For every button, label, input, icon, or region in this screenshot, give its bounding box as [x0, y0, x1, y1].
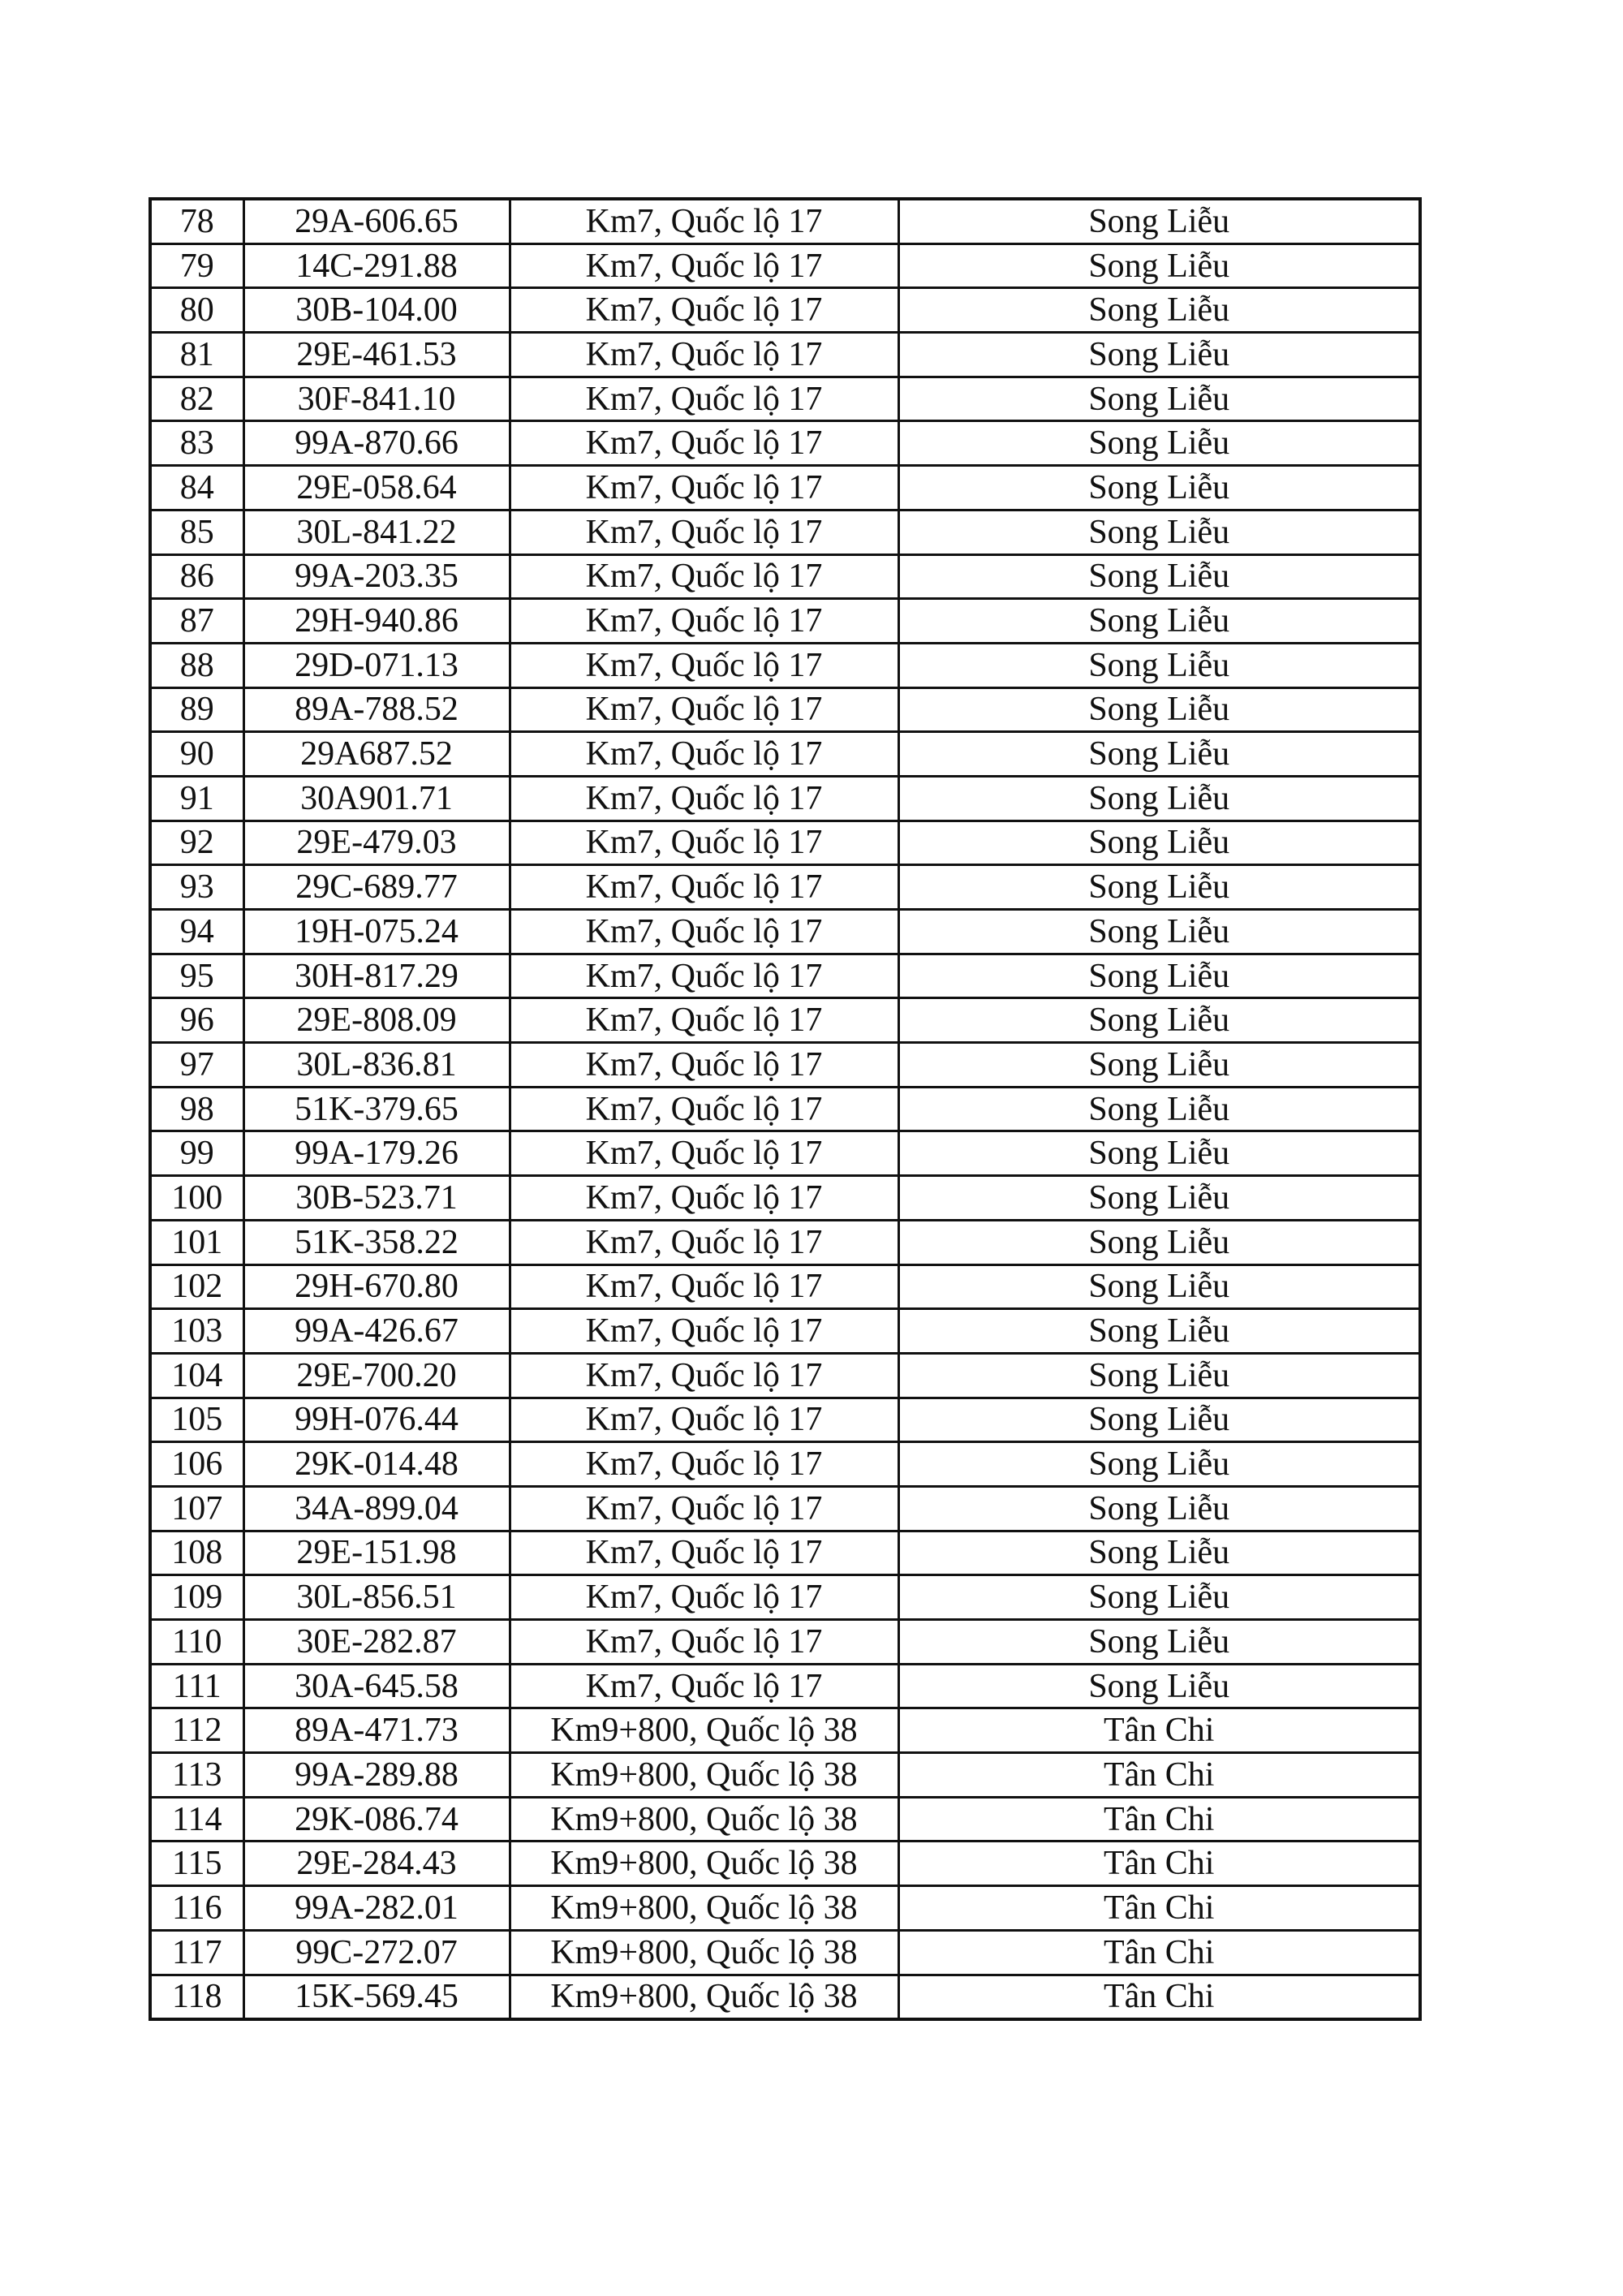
- location-cell: Km9+800, Quốc lộ 38: [510, 1708, 898, 1753]
- row-number-cell: 99: [150, 1131, 243, 1176]
- location-cell: Km7, Quốc lộ 17: [510, 599, 898, 644]
- location-cell: Km7, Quốc lộ 17: [510, 377, 898, 421]
- row-number-cell: 114: [150, 1797, 243, 1842]
- location-cell: Km7, Quốc lộ 17: [510, 1131, 898, 1176]
- table-row: [150, 243, 1420, 288]
- location-cell: Km7, Quốc lộ 17: [510, 776, 898, 821]
- row-number-cell: 113: [150, 1753, 243, 1798]
- license-plate-cell: 30A901.71: [243, 776, 510, 821]
- row-number-cell: 116: [150, 1886, 243, 1931]
- location-cell: Km7, Quốc lộ 17: [510, 732, 898, 777]
- commune-cell: Song Liễu: [898, 599, 1420, 644]
- license-plate-cell: 29E-808.09: [243, 998, 510, 1043]
- location-cell: Km9+800, Quốc lộ 38: [510, 1930, 898, 1975]
- table-row: [150, 1486, 1420, 1531]
- table-body: [150, 199, 1420, 2019]
- row-number-cell: 110: [150, 1620, 243, 1665]
- location-cell: Km7, Quốc lộ 17: [510, 1486, 898, 1531]
- commune-cell: Song Liễu: [898, 1309, 1420, 1354]
- row-number-cell: 95: [150, 954, 243, 998]
- table-row: [150, 1087, 1420, 1131]
- table-row: [150, 1043, 1420, 1088]
- row-number-cell: 81: [150, 333, 243, 377]
- license-plate-cell: 29K-014.48: [243, 1442, 510, 1487]
- commune-cell: Song Liễu: [898, 1220, 1420, 1264]
- license-plate-cell: 30L-856.51: [243, 1575, 510, 1620]
- license-plate-cell: 29D-071.13: [243, 643, 510, 687]
- license-plate-cell: 30B-104.00: [243, 288, 510, 333]
- location-cell: Km7, Quốc lộ 17: [510, 1531, 898, 1575]
- commune-cell: Song Liễu: [898, 377, 1420, 421]
- row-number-cell: 103: [150, 1309, 243, 1354]
- row-number-cell: 105: [150, 1398, 243, 1442]
- table-row: [150, 1664, 1420, 1708]
- location-cell: Km7, Quốc lộ 17: [510, 1353, 898, 1398]
- row-number-cell: 115: [150, 1842, 243, 1886]
- row-number-cell: 100: [150, 1176, 243, 1221]
- table-row: [150, 1886, 1420, 1931]
- license-plate-cell: 99A-426.67: [243, 1309, 510, 1354]
- table-row: [150, 1708, 1420, 1753]
- license-plate-cell: 34A-899.04: [243, 1486, 510, 1531]
- commune-cell: Song Liễu: [898, 510, 1420, 554]
- license-plate-cell: 29A-606.65: [243, 199, 510, 243]
- commune-cell: Tân Chi: [898, 1930, 1420, 1975]
- location-cell: Km7, Quốc lộ 17: [510, 1575, 898, 1620]
- location-cell: Km7, Quốc lộ 17: [510, 954, 898, 998]
- location-cell: Km7, Quốc lộ 17: [510, 510, 898, 554]
- row-number-cell: 88: [150, 643, 243, 687]
- commune-cell: Song Liễu: [898, 1486, 1420, 1531]
- location-cell: Km7, Quốc lộ 17: [510, 1398, 898, 1442]
- table-row: [150, 421, 1420, 466]
- table-row: [150, 199, 1420, 243]
- table-row: [150, 1442, 1420, 1487]
- commune-cell: Song Liễu: [898, 466, 1420, 510]
- table-row: [150, 821, 1420, 865]
- row-number-cell: 106: [150, 1442, 243, 1487]
- location-cell: Km7, Quốc lộ 17: [510, 243, 898, 288]
- table-row: [150, 1575, 1420, 1620]
- document-page: [149, 197, 1422, 2021]
- license-plate-cell: 51K-358.22: [243, 1220, 510, 1264]
- location-cell: Km7, Quốc lộ 17: [510, 865, 898, 910]
- location-cell: Km7, Quốc lộ 17: [510, 1043, 898, 1088]
- location-cell: Km7, Quốc lộ 17: [510, 466, 898, 510]
- table-row: [150, 1176, 1420, 1221]
- commune-cell: Tân Chi: [898, 1842, 1420, 1886]
- commune-cell: Song Liễu: [898, 554, 1420, 599]
- license-plate-cell: 29C-689.77: [243, 865, 510, 910]
- row-number-cell: 90: [150, 732, 243, 777]
- table-row: [150, 1131, 1420, 1176]
- commune-cell: Song Liễu: [898, 998, 1420, 1043]
- row-number-cell: 102: [150, 1264, 243, 1309]
- location-cell: Km7, Quốc lộ 17: [510, 910, 898, 954]
- license-plate-cell: 30E-282.87: [243, 1620, 510, 1665]
- commune-cell: Song Liễu: [898, 865, 1420, 910]
- license-plate-cell: 29H-940.86: [243, 599, 510, 644]
- license-plate-cell: 29E-700.20: [243, 1353, 510, 1398]
- commune-cell: Song Liễu: [898, 1664, 1420, 1708]
- row-number-cell: 84: [150, 466, 243, 510]
- table-row: [150, 377, 1420, 421]
- table-row: [150, 333, 1420, 377]
- table-row: [150, 288, 1420, 333]
- commune-cell: Song Liễu: [898, 732, 1420, 777]
- commune-cell: Song Liễu: [898, 333, 1420, 377]
- license-plate-cell: 29K-086.74: [243, 1797, 510, 1842]
- row-number-cell: 93: [150, 865, 243, 910]
- table-row: [150, 643, 1420, 687]
- table-row: [150, 776, 1420, 821]
- table-row: [150, 1309, 1420, 1354]
- table-row: [150, 1620, 1420, 1665]
- commune-cell: Tân Chi: [898, 1797, 1420, 1842]
- table-row: [150, 865, 1420, 910]
- commune-cell: Song Liễu: [898, 1176, 1420, 1221]
- table-row: [150, 910, 1420, 954]
- row-number-cell: 94: [150, 910, 243, 954]
- license-plate-cell: 29E-284.43: [243, 1842, 510, 1886]
- table-row: [150, 998, 1420, 1043]
- row-number-cell: 79: [150, 243, 243, 288]
- table-row: [150, 599, 1420, 644]
- row-number-cell: 86: [150, 554, 243, 599]
- commune-cell: Tân Chi: [898, 1886, 1420, 1931]
- vehicle-table: [149, 197, 1422, 2021]
- row-number-cell: 108: [150, 1531, 243, 1575]
- table-row: [150, 466, 1420, 510]
- commune-cell: Song Liễu: [898, 1264, 1420, 1309]
- row-number-cell: 87: [150, 599, 243, 644]
- license-plate-cell: 29A687.52: [243, 732, 510, 777]
- location-cell: Km9+800, Quốc lộ 38: [510, 1753, 898, 1798]
- location-cell: Km7, Quốc lộ 17: [510, 643, 898, 687]
- license-plate-cell: 89A-788.52: [243, 687, 510, 732]
- license-plate-cell: 14C-291.88: [243, 243, 510, 288]
- commune-cell: Song Liễu: [898, 288, 1420, 333]
- location-cell: Km7, Quốc lộ 17: [510, 687, 898, 732]
- license-plate-cell: 30A-645.58: [243, 1664, 510, 1708]
- license-plate-cell: 30H-817.29: [243, 954, 510, 998]
- row-number-cell: 109: [150, 1575, 243, 1620]
- commune-cell: Song Liễu: [898, 1620, 1420, 1665]
- row-number-cell: 112: [150, 1708, 243, 1753]
- license-plate-cell: 29H-670.80: [243, 1264, 510, 1309]
- location-cell: Km9+800, Quốc lộ 38: [510, 1797, 898, 1842]
- location-cell: Km9+800, Quốc lộ 38: [510, 1886, 898, 1931]
- license-plate-cell: 30L-836.81: [243, 1043, 510, 1088]
- commune-cell: Song Liễu: [898, 821, 1420, 865]
- license-plate-cell: 30B-523.71: [243, 1176, 510, 1221]
- table-row: [150, 1930, 1420, 1975]
- row-number-cell: 92: [150, 821, 243, 865]
- commune-cell: Tân Chi: [898, 1975, 1420, 2019]
- table-row: [150, 1753, 1420, 1798]
- commune-cell: Song Liễu: [898, 1131, 1420, 1176]
- location-cell: Km7, Quốc lộ 17: [510, 1264, 898, 1309]
- location-cell: Km7, Quốc lộ 17: [510, 998, 898, 1043]
- commune-cell: Song Liễu: [898, 910, 1420, 954]
- row-number-cell: 82: [150, 377, 243, 421]
- license-plate-cell: 99A-870.66: [243, 421, 510, 466]
- license-plate-cell: 15K-569.45: [243, 1975, 510, 2019]
- table-row: [150, 954, 1420, 998]
- table-row: [150, 1975, 1420, 2019]
- commune-cell: Song Liễu: [898, 1575, 1420, 1620]
- commune-cell: Song Liễu: [898, 199, 1420, 243]
- row-number-cell: 101: [150, 1220, 243, 1264]
- row-number-cell: 96: [150, 998, 243, 1043]
- license-plate-cell: 89A-471.73: [243, 1708, 510, 1753]
- row-number-cell: 117: [150, 1930, 243, 1975]
- row-number-cell: 89: [150, 687, 243, 732]
- location-cell: Km7, Quốc lộ 17: [510, 1442, 898, 1487]
- location-cell: Km7, Quốc lộ 17: [510, 199, 898, 243]
- row-number-cell: 91: [150, 776, 243, 821]
- table-row: [150, 732, 1420, 777]
- row-number-cell: 107: [150, 1486, 243, 1531]
- commune-cell: Song Liễu: [898, 1043, 1420, 1088]
- license-plate-cell: 99A-289.88: [243, 1753, 510, 1798]
- commune-cell: Song Liễu: [898, 954, 1420, 998]
- license-plate-cell: 99A-203.35: [243, 554, 510, 599]
- location-cell: Km7, Quốc lộ 17: [510, 421, 898, 466]
- location-cell: Km7, Quốc lộ 17: [510, 1087, 898, 1131]
- license-plate-cell: 29E-479.03: [243, 821, 510, 865]
- row-number-cell: 118: [150, 1975, 243, 2019]
- location-cell: Km7, Quốc lộ 17: [510, 1620, 898, 1665]
- license-plate-cell: 29E-461.53: [243, 333, 510, 377]
- row-number-cell: 104: [150, 1353, 243, 1398]
- commune-cell: Song Liễu: [898, 1442, 1420, 1487]
- row-number-cell: 85: [150, 510, 243, 554]
- license-plate-cell: 30F-841.10: [243, 377, 510, 421]
- location-cell: Km7, Quốc lộ 17: [510, 1220, 898, 1264]
- license-plate-cell: 99A-282.01: [243, 1886, 510, 1931]
- row-number-cell: 98: [150, 1087, 243, 1131]
- table-row: [150, 510, 1420, 554]
- table-row: [150, 1531, 1420, 1575]
- location-cell: Km9+800, Quốc lộ 38: [510, 1975, 898, 2019]
- row-number-cell: 97: [150, 1043, 243, 1088]
- location-cell: Km7, Quốc lộ 17: [510, 821, 898, 865]
- row-number-cell: 83: [150, 421, 243, 466]
- table-row: [150, 1797, 1420, 1842]
- license-plate-cell: 30L-841.22: [243, 510, 510, 554]
- table-row: [150, 1842, 1420, 1886]
- commune-cell: Song Liễu: [898, 1398, 1420, 1442]
- commune-cell: Song Liễu: [898, 421, 1420, 466]
- table-row: [150, 1353, 1420, 1398]
- license-plate-cell: 99A-179.26: [243, 1131, 510, 1176]
- location-cell: Km9+800, Quốc lộ 38: [510, 1842, 898, 1886]
- table-row: [150, 554, 1420, 599]
- table-row: [150, 1398, 1420, 1442]
- table-row: [150, 1264, 1420, 1309]
- license-plate-cell: 29E-151.98: [243, 1531, 510, 1575]
- commune-cell: Song Liễu: [898, 643, 1420, 687]
- license-plate-cell: 51K-379.65: [243, 1087, 510, 1131]
- table-row: [150, 687, 1420, 732]
- license-plate-cell: 99H-076.44: [243, 1398, 510, 1442]
- location-cell: Km7, Quốc lộ 17: [510, 1309, 898, 1354]
- license-plate-cell: 29E-058.64: [243, 466, 510, 510]
- location-cell: Km7, Quốc lộ 17: [510, 333, 898, 377]
- location-cell: Km7, Quốc lộ 17: [510, 288, 898, 333]
- commune-cell: Song Liễu: [898, 687, 1420, 732]
- commune-cell: Song Liễu: [898, 1531, 1420, 1575]
- location-cell: Km7, Quốc lộ 17: [510, 1176, 898, 1221]
- commune-cell: Song Liễu: [898, 1087, 1420, 1131]
- commune-cell: Song Liễu: [898, 776, 1420, 821]
- location-cell: Km7, Quốc lộ 17: [510, 554, 898, 599]
- commune-cell: Tân Chi: [898, 1753, 1420, 1798]
- row-number-cell: 80: [150, 288, 243, 333]
- license-plate-cell: 99C-272.07: [243, 1930, 510, 1975]
- commune-cell: Song Liễu: [898, 1353, 1420, 1398]
- location-cell: Km7, Quốc lộ 17: [510, 1664, 898, 1708]
- row-number-cell: 78: [150, 199, 243, 243]
- license-plate-cell: 19H-075.24: [243, 910, 510, 954]
- commune-cell: Song Liễu: [898, 243, 1420, 288]
- table-row: [150, 1220, 1420, 1264]
- row-number-cell: 111: [150, 1664, 243, 1708]
- commune-cell: Tân Chi: [898, 1708, 1420, 1753]
